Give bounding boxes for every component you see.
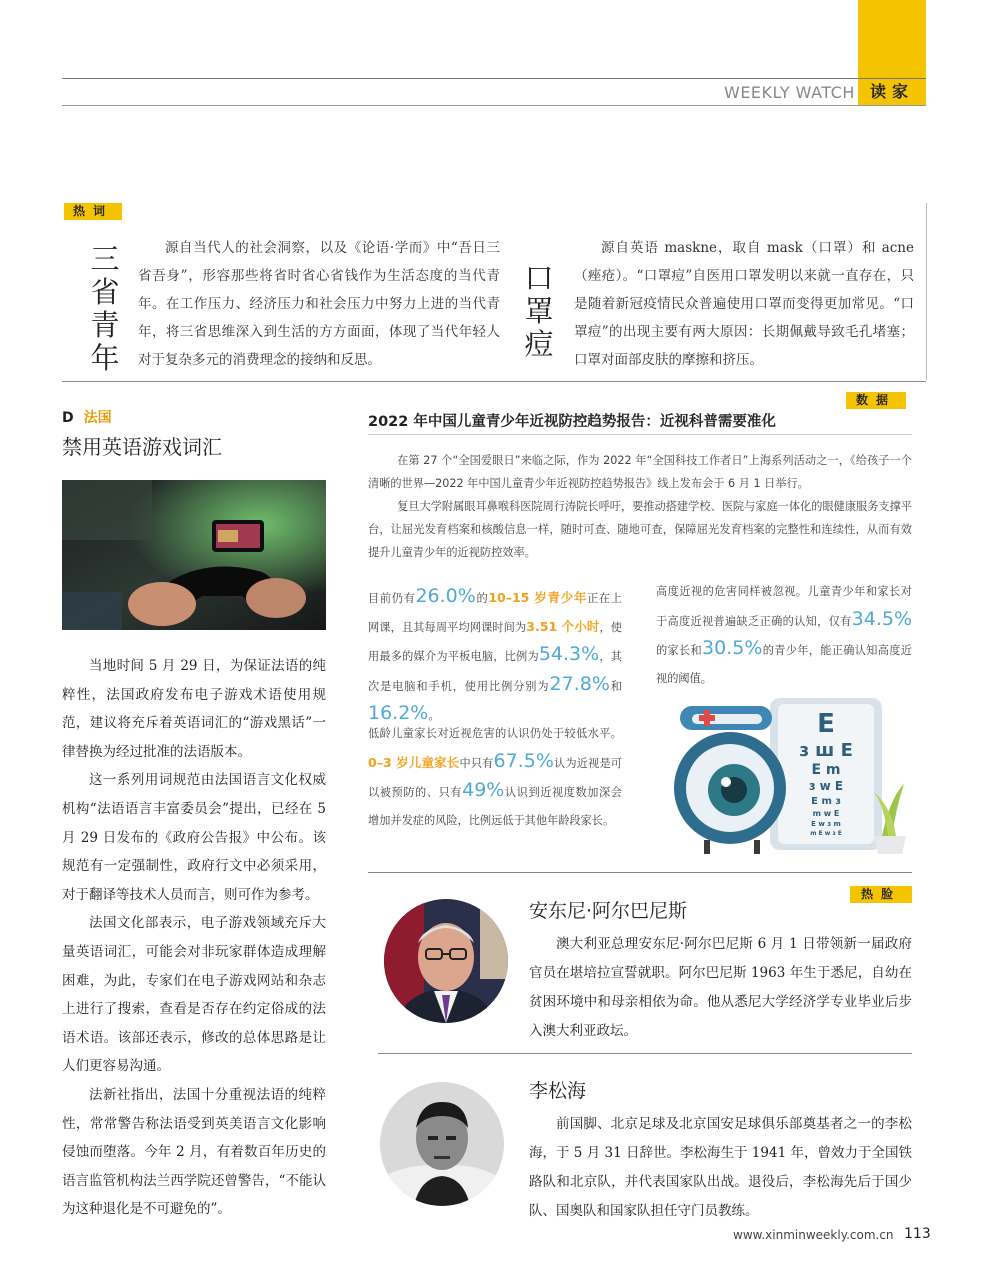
avatar bbox=[380, 1082, 504, 1206]
stat-highlight: 3.51 个小时 bbox=[526, 618, 600, 634]
eye-chart-illustration bbox=[660, 688, 912, 858]
svg-text:ɜ ш E: ɜ ш E bbox=[799, 740, 853, 761]
section-title-en: WEEKLY WATCH bbox=[724, 83, 855, 102]
article-paragraph: 当地时间 5 月 29 日，为保证法语的纯粹性，法国政府发布电子游戏术语使用规范，建议将充斥着英语词汇的“游戏黑话”一律替换为经过批准的法语版本。 bbox=[62, 658, 326, 760]
svg-text:E w ɜ m: E w ɜ m bbox=[811, 820, 841, 828]
stat-block-high-myopia: 高度近视的危害同样被忽视。儿童青少年和家长对于高度近视普遍缺乏正确的认知，仅有34.5%的家长和30.5%的青少年，能正确认知高度近视的阈值。 bbox=[656, 585, 912, 685]
article-country: 法国 bbox=[83, 410, 112, 426]
section-title-cn: 读家 bbox=[858, 79, 926, 105]
svg-text:E: E bbox=[817, 709, 835, 739]
article-paragraph: 法国文化部表示，电子游戏领域充斥大量英语词汇，可能会对非玩家群体造成理解困难，为此，专家们在电子游戏网站和杂志上进行了搜索，查看是否存在约定俗成的法语术语。该部还表示，修改的总体思路是让人们更容易沟通。 bbox=[62, 915, 326, 1075]
header-color-strip bbox=[858, 0, 926, 78]
hot-word-text-1: 源自当代人的社会洞察，以及《论语·学而》中“吾日三省吾身”，形容那些将省时省心省钱作为生活态度的当代青年。在工作压力、经济压力和社会压力中努力上进的当代青年，将三省思维深入到生活的方方面面，体现了当代年轻人对于复杂多元的消费理念的接纳和反思。 bbox=[138, 240, 500, 368]
header-bottom-divider bbox=[62, 105, 926, 106]
stat-value: 30.5% bbox=[702, 637, 763, 659]
person-name: 李松海 bbox=[529, 1080, 587, 1102]
person-bio: 前国脚、北京足球及北京国安足球俱乐部奠基者之一的李松海，于 5 月 31 日辞世。李松海生于 1941 年，曾效力于全国铁路队和北京队，并代表国家队出战。退役后，李松海先后于国少队、国奥队和国家队担任守门员教练。 bbox=[529, 1116, 912, 1219]
gaming-photo bbox=[62, 480, 326, 630]
data-intro-paragraph: 在第 27 个“全国爱眼日”来临之际，作为 2022 年“全国科技工作者日”上海系列活动之一，《给孩子一个清晰的世界—2022 年中国儿童青少年近视防控趋势报告》线上发布会于 6 月 1 日举行。 bbox=[368, 454, 912, 490]
svg-text:ɜ w E: ɜ w E bbox=[808, 779, 844, 793]
data-tag: 数据 bbox=[846, 392, 906, 409]
page-number: 113 bbox=[904, 1226, 931, 1242]
hot-face-divider bbox=[368, 872, 912, 873]
stat-block-young-parents: 低龄儿童家长对近视危害的认识仍处于较低水平。0–3 岁儿童家长中只有67.5%认为近视是可以被预防的、只有49%认识到近视度数加深会增加并发症的风险，比例远低于其他年龄段家长。 bbox=[368, 727, 622, 827]
svg-text:m w E: m w E bbox=[812, 809, 840, 818]
section-letter: D bbox=[62, 410, 74, 426]
stat-value: 26.0% bbox=[415, 585, 476, 607]
svg-text:E m ɜ: E m ɜ bbox=[811, 796, 841, 807]
hot-face-tag: 热脸 bbox=[850, 886, 912, 903]
article-title: 禁用英语游戏词汇 bbox=[62, 435, 222, 459]
hot-word-title-2: 口罩痘 bbox=[524, 261, 554, 361]
person-divider bbox=[378, 1053, 912, 1054]
footer-url[interactable]: www.xinminweekly.com.cn bbox=[733, 1228, 894, 1242]
stat-highlight: 0–3 岁儿童家长 bbox=[368, 754, 460, 770]
data-title-divider bbox=[368, 434, 912, 435]
stat-value: 54.3% bbox=[538, 643, 600, 665]
stat-value: 49% bbox=[462, 779, 505, 801]
avatar bbox=[384, 899, 508, 1023]
data-intro bbox=[368, 449, 912, 564]
person-bio: 澳大利亚总理安东尼·阿尔巴尼斯 6 月 1 日带领新一届政府官员在堪培拉宣誓就职。阿尔巴尼斯 1963 年生于悉尼，自幼在贫困环境中和母亲相依为命。他从悉尼大学经济学专业毕业后步入澳大利亚政坛。 bbox=[529, 936, 912, 1039]
stat-value: 16.2% bbox=[368, 702, 429, 724]
hot-word-text-2: 源自英语 maskne，取自 mask（口罩）和 acne（痤疮）。“口罩痘”自医用口罩发明以来就一直存在，只是随着新冠疫情民众普遍使用口罩而变得更加常见。“口罩痘”的出现主要有两大原因：长期佩戴导致毛孔堵塞；口罩对面部皮肤的摩擦和挤压。 bbox=[574, 240, 914, 368]
article-section-label bbox=[62, 407, 112, 427]
person-name: 安东尼·阿尔巴尼斯 bbox=[529, 900, 688, 922]
article-paragraph: 这一系列用词规范由法国语言文化权威机构“法语语言丰富委员会”提出，已经在 5 月 29 日发布的《政府公告报》中公布。该规范有一定强制性，政府行文中必须采用，对于翻译等技术人员而言，则可作为参考。 bbox=[62, 772, 326, 903]
hot-word-title-1: 三省青年 bbox=[90, 242, 120, 375]
article-paragraph: 法新社指出，法国十分重视法语的纯粹性，常常警告称法语受到英美语言文化影响侵蚀而堕落。今年 2 月，有着数百年历史的语言监管机构法兰西学院还曾警告，“不能认为这种退化是不可避免的”。 bbox=[62, 1086, 326, 1218]
header-divider bbox=[62, 78, 926, 79]
stat-value: 34.5% bbox=[851, 607, 912, 630]
stat-value: 27.8% bbox=[549, 672, 610, 695]
article-body bbox=[62, 652, 326, 1224]
hot-words-right-rule bbox=[926, 203, 927, 380]
data-intro-paragraph: 复旦大学附属眼耳鼻喉科医院周行涛院长呼吁，要推动搭建学校、医院与家庭一体化的眼健康服务支撑平台，让屈光发育档案和核酸信息一样，随时可查、随地可查，保障屈光发育档案的完整性和连续性，从而有效提升儿童青少年的近视防控效率。 bbox=[368, 500, 912, 559]
svg-text:m E w ɜ E: m E w ɜ E bbox=[810, 830, 842, 837]
stat-value: 67.5% bbox=[493, 749, 554, 772]
stat-block-online-class: 目前仍有26.0%的10–15 岁青少年正在上网课，且其每周平均网课时间为3.51 个小时，使用最多的媒介为平板电脑，比例为54.3%，其次是电脑和手机，使用比例分别为27.8%和16.2%。 bbox=[368, 585, 622, 724]
stat-highlight: 10–15 岁青少年 bbox=[488, 590, 588, 605]
data-title: 2022 年中国儿童青少年近视防控趋势报告：近视科普需要准化 bbox=[368, 414, 776, 430]
hot-words-tag: 热词 bbox=[64, 203, 122, 220]
svg-text:E m: E m bbox=[811, 762, 841, 778]
hot-words-divider bbox=[62, 381, 926, 382]
